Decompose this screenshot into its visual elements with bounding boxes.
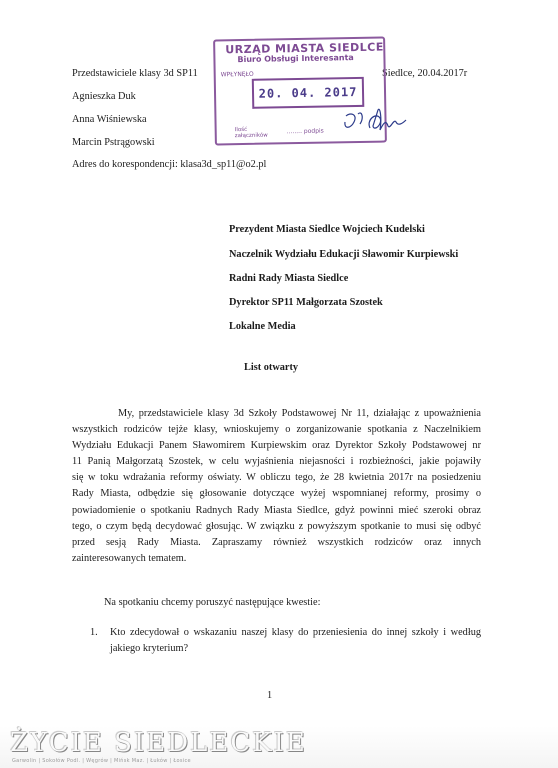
sender-line: Przedstawiciele klasy 3d SP11 [72,68,198,79]
stamp-signature-label [287,128,324,136]
letter-title: List otwarty [244,362,299,373]
recipient-councillors: Radni Rady Miasta Siedlce [229,273,349,284]
correspondence-address: Adres do korespondencji: klasa3d_sp11@o2.pl [72,159,267,170]
stamp-sheets-label [235,127,268,140]
stamp-signature-dashes: ........ [286,127,303,136]
list-item [110,625,481,657]
stamp-signature-text: podpis [303,127,324,135]
handwritten-signature [340,108,410,142]
list-item-line: jakiego kryterium? [110,643,189,655]
paragraph-line: powiadomienie o spotkaniu Radnych Rady Miasta Siedlce, gdyż powinni mieć szeroki obraz [72,504,481,516]
stamp-received-label: WPŁYNĘŁO [220,70,254,79]
paragraph-line: przed sesją Rady Miasta. Zapraszamy również wszystkich rodziców oraz innych [72,536,481,548]
list-item-number: 1. [90,627,98,638]
paragraph-2: Na spotkaniu chcemy poruszyć następujące kwestie: [104,597,321,608]
logo-text: ŻYCIE SIEDLECKIE [10,728,307,758]
page-number: 1 [267,690,273,701]
recipient-school-director: Dyrektor SP11 Małgorzata Szostek [229,297,383,308]
stamp-attachments-text: załączników [234,132,268,140]
paragraph-line: Wydziału Edukacji Panem Sławomirem Kurpiewskim oraz Dyrektor Szkoły Podstawowej nr [72,440,481,452]
sender-line: Marcin Pstrągowski [72,137,155,148]
list-item-line: Kto zdecydował o wskazaniu naszej klasy do przeniesienia do innej szkoły i według [110,627,481,638]
paragraph-line: Rady Miasta, odbędzie się głosowanie dotyczące wyżej wspomnianej reformy, prosimy o [72,488,481,500]
sender-line: Agnieszka Duk [72,91,136,102]
stamp-title: URZĄD MIASTA SIEDLCE [225,40,384,57]
newspaper-logo [0,726,558,768]
logo-tagline: Garwolin | Sokołów Podl. | Węgrów | Mińsk Maz. | Łuków | Łosice [12,758,191,764]
stamp-date: 20. 04. 2017 [252,77,365,109]
stamp-sheets-text: Ilość [234,126,248,134]
paragraph-line: tego, o czym będą decydować głosując. W związku z powyższym spotkanie to musi się odbyć [72,520,481,532]
paragraph-line: 11 Panią Małgorzatą Szostek, w celu wyjaśnienia niejasności i rozbieżności, jakie pojawiły [72,456,481,468]
paragraph-line: My, przedstawiciele klasy 3d Szkoły Podstawowej Nr 11, działając z upoważnienia [118,408,481,419]
place-date: Siedlce, 20.04.2017r [382,68,468,79]
recipient-mayor: Prezydent Miasta Siedlce Wojciech Kudelski [229,224,425,235]
stamp-subtitle: Biuro Obsługi Interesanta [237,53,354,65]
sender-line: Anna Wiśniewska [72,114,147,125]
paragraph-line: się w toku wdrażania reformy oświaty. W obliczu tego, że 28 kwietnia 2017r na posiedzeniu [72,472,481,484]
paragraph-line: wszystkich rodziców tejże klasy, wnioskujemy o zorganizowanie spotkania z Naczelnikiem [72,424,481,436]
paragraph-1 [72,406,481,567]
paragraph-line: zainteresowanych tematem. [72,552,187,564]
recipient-local-media: Lokalne Media [229,321,296,332]
recipient-education-head: Naczelnik Wydziału Edukacji Sławomir Kurpiewski [229,249,459,260]
